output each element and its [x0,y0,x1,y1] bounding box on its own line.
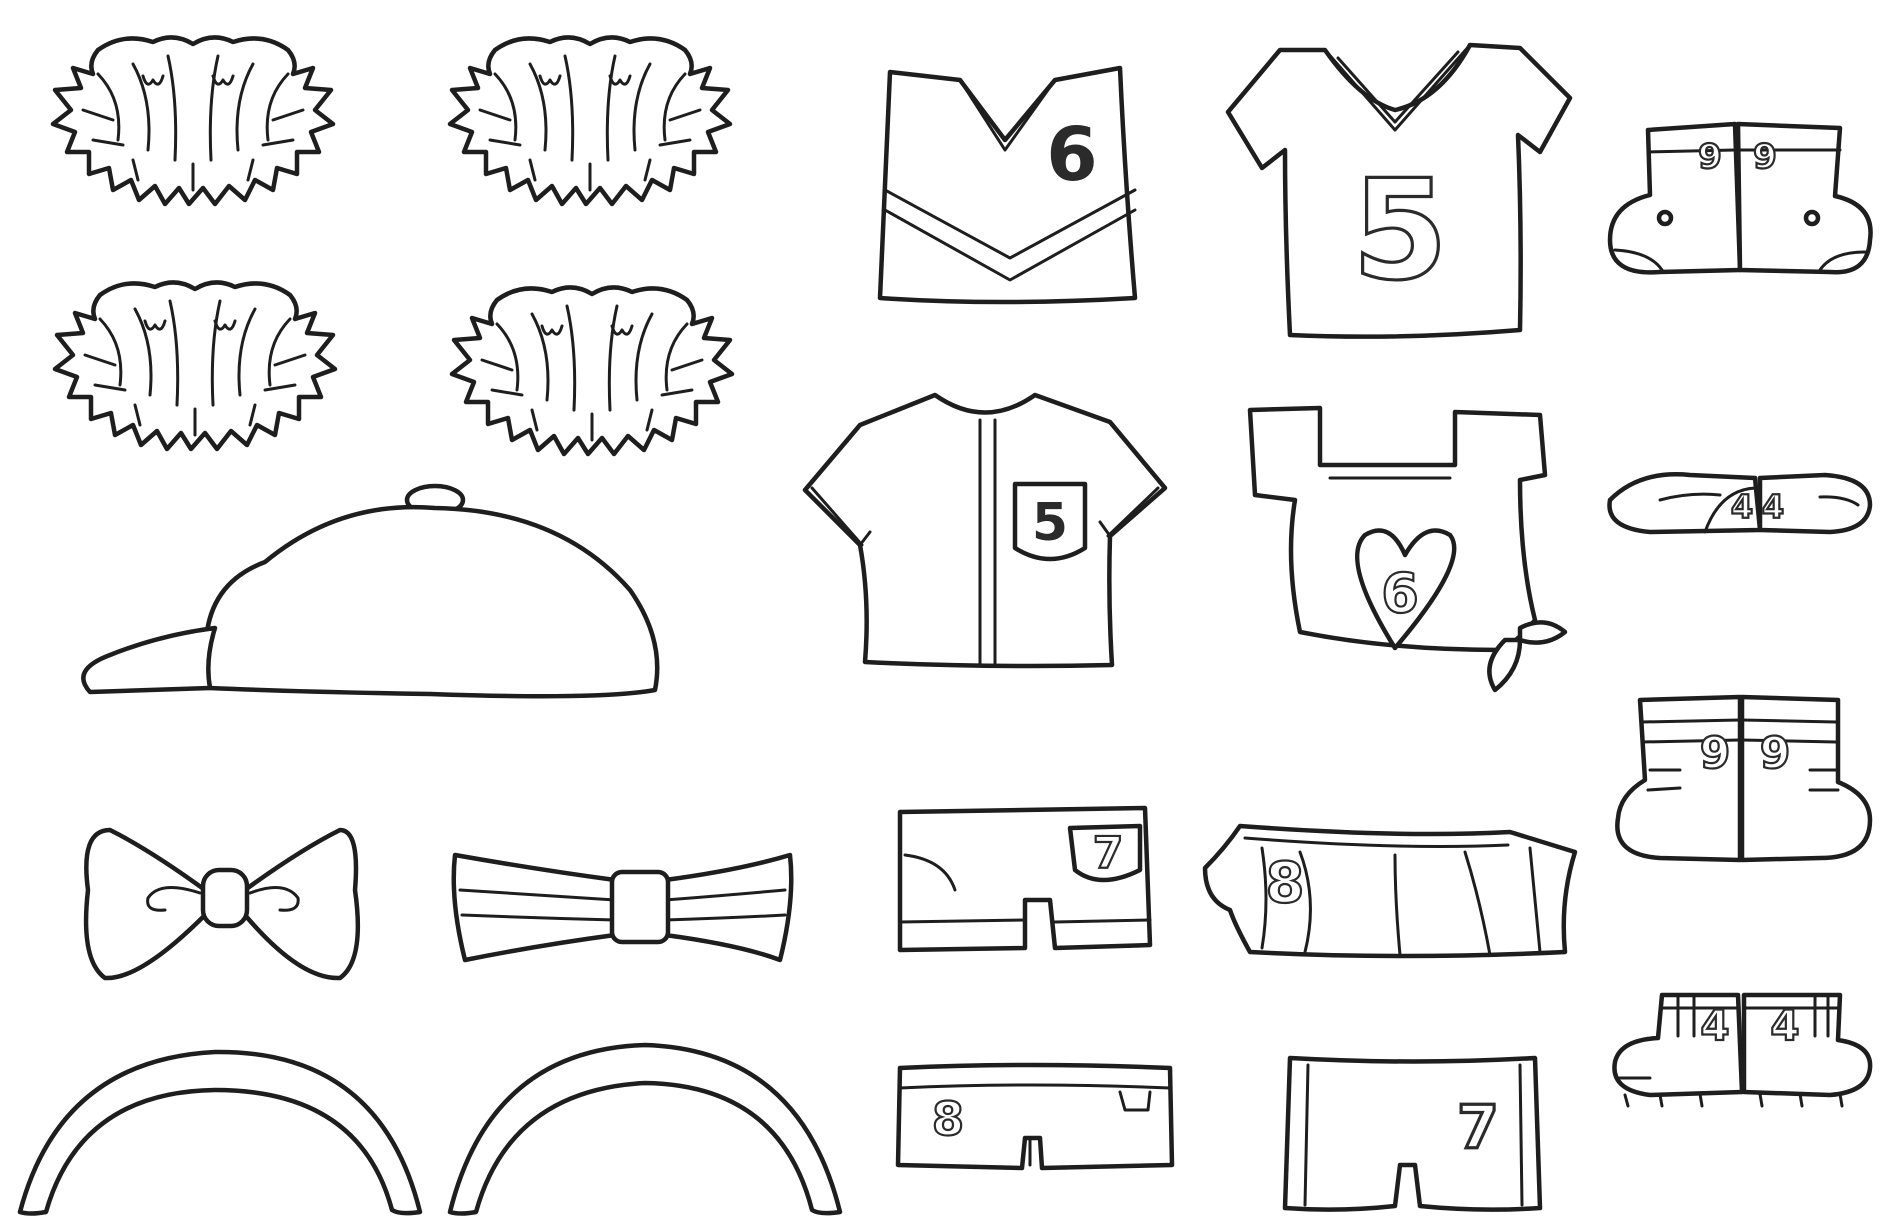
cleats-44 [1614,995,1870,1106]
baseball-cap [83,486,657,696]
headband-2 [450,1045,840,1214]
baseball-jersey [805,395,1165,666]
skirt-number: 8 [1265,851,1305,916]
boots-99 [1617,697,1870,860]
short-shorts-number: 8 [931,1092,965,1146]
pompom-3 [55,282,335,449]
striped-bow-band [454,855,792,960]
athletic-shorts-number: 7 [1457,1093,1499,1163]
headband-1 [20,1052,420,1214]
socks-top-number-left: 9 [1698,137,1722,177]
pompom-4 [452,287,732,454]
shorts-number: 7 [1092,828,1124,879]
crop-top [1250,408,1565,690]
boots-number-left: 9 [1699,728,1731,779]
bow [86,830,358,978]
jersey-number: 5 [1031,493,1069,553]
cleats-number-left: 4 [1700,1001,1730,1050]
pleated-skirt [1205,826,1575,956]
crop-top-number: 6 [1381,562,1419,625]
tshirt-number: 5 [1351,150,1449,311]
shorts-7 [900,808,1150,950]
pompom-2 [450,37,730,204]
socks-99 [1610,124,1871,272]
sneakers-number-right: 4 [1761,488,1785,526]
short-shorts [898,1065,1172,1168]
tshirt [1228,45,1570,337]
vest-top [880,68,1135,302]
pompom-1 [53,37,333,204]
sneakers-44 [1610,474,1871,532]
athletic-shorts [1285,1058,1540,1210]
sneakers-number-left: 4 [1730,488,1754,526]
socks-top-number-right: 9 [1753,137,1777,177]
vest-top-number: 6 [1046,112,1098,198]
cleats-number-right: 4 [1770,1001,1800,1050]
boots-number-right: 9 [1759,728,1791,779]
